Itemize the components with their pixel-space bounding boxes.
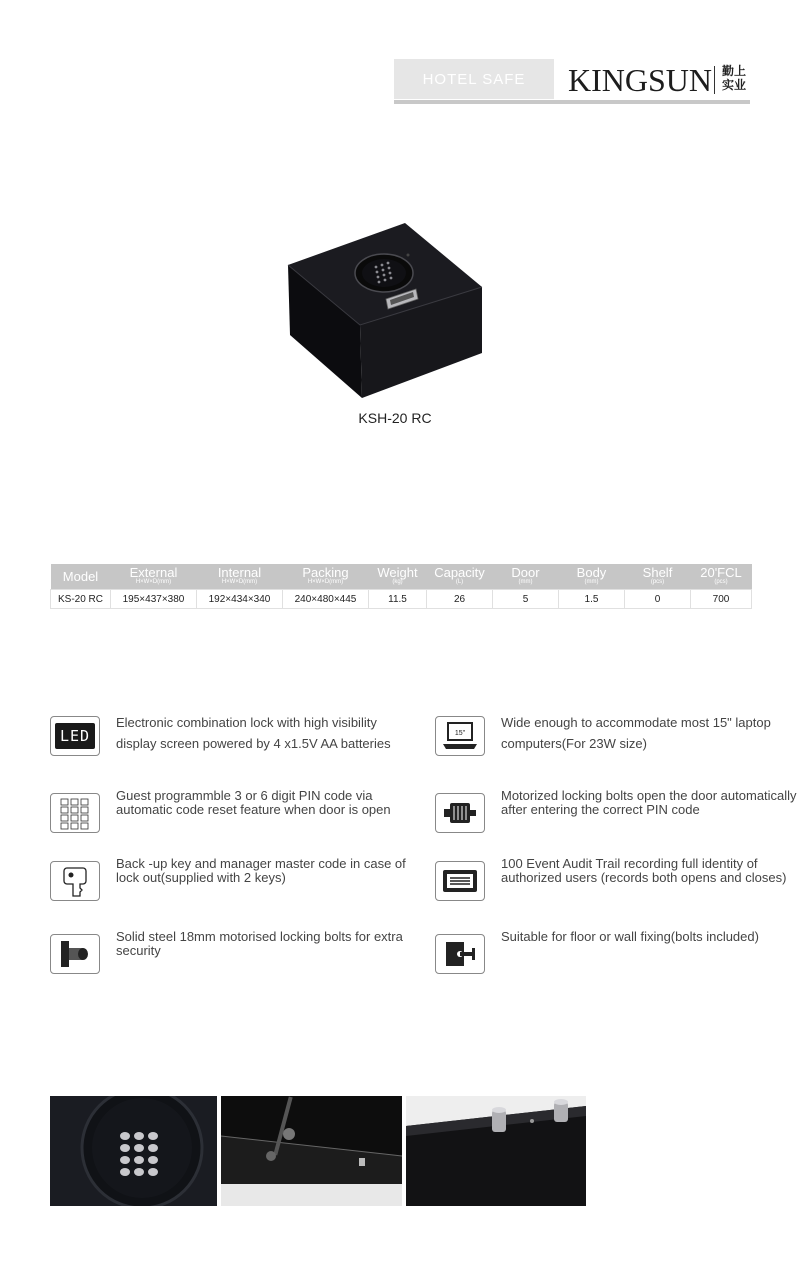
col-header-packing: Packing H×W×D(mm) [283, 564, 369, 590]
brand-logo: KINGSUN [568, 62, 712, 98]
feature-text: Guest programmble 3 or 6 digit PIN code via automatic code reset feature when door is open [116, 788, 391, 817]
feature-pin-code [50, 788, 391, 839]
bolt-icon [50, 934, 100, 974]
col-header-external: External H×W×D(mm) [111, 564, 197, 590]
feature-motorized-bolts [435, 788, 797, 839]
col-header-body: Body (mm) [559, 564, 625, 590]
spec-header-row [51, 564, 752, 590]
locking-bolts-photo [406, 1096, 586, 1206]
col-header-fcl: 20'FCL (pcs) [691, 564, 752, 590]
keypad-closeup-photo [50, 1096, 217, 1206]
feature-audit-trail [435, 856, 787, 907]
col-header-internal: Internal H×W×D(mm) [197, 564, 283, 590]
col-header-door: Door (mm) [493, 564, 559, 590]
table-cell: 26 [427, 590, 493, 609]
feature-laptop [435, 716, 775, 762]
brand-cn-line2: 实业 [722, 78, 747, 92]
feature-text: Electronic combination lock with high visibility display screen powered by 4 x1.5V AA batteries [116, 715, 391, 751]
table-cell: 1.5 [559, 590, 625, 609]
svg-text:15": 15" [454, 730, 466, 737]
category-tab: HOTEL SAFE [394, 59, 554, 99]
table-cell: 5 [493, 590, 559, 609]
product-image [280, 215, 490, 405]
col-header-weight: Weight (kg) [369, 564, 427, 590]
table-cell: 0 [625, 590, 691, 609]
brand-chinese-name [722, 64, 754, 92]
key-icon [50, 861, 100, 901]
header-divider [394, 100, 750, 104]
laptop-icon [435, 716, 485, 756]
hinge-interior-photo [221, 1096, 402, 1206]
led-display-icon: LED [50, 716, 100, 756]
col-header-capacity: Capacity (L) [427, 564, 493, 590]
feature-steel-bolts [50, 929, 403, 980]
feature-text: Motorized locking bolts open the door automatically after entering the correct PIN code [501, 788, 797, 817]
table-row [51, 590, 752, 609]
product-caption: KSH-20 RC [358, 410, 432, 426]
motor-icon [435, 793, 485, 833]
feature-text: Suitable for floor or wall fixing(bolts included) [501, 929, 759, 944]
feature-text: Solid steel 18mm motorised locking bolts for extra security [116, 929, 403, 958]
brand-cn-line1: 勤上 [722, 64, 747, 78]
table-cell: 192×434×340 [197, 590, 283, 609]
table-cell: 240×480×445 [283, 590, 369, 609]
feature-fixing [435, 929, 775, 980]
keypad-icon [50, 793, 100, 833]
col-header-shelf: Shelf (pcs) [625, 564, 691, 590]
col-header-model: Model [51, 564, 111, 590]
feature-led-display [50, 716, 390, 762]
feature-backup-key [50, 856, 406, 907]
feature-text: 100 Event Audit Trail recording full identity of authorized users (records both opens and closes) [501, 856, 787, 885]
table-cell: 700 [691, 590, 752, 609]
audit-screen-icon [435, 861, 485, 901]
spec-table [50, 564, 752, 609]
feature-text: Back -up key and manager master code in case of lock out(supplied with 2 keys) [116, 856, 406, 885]
feature-text: Wide enough to accommodate most 15" laptop computers(For 23W size) [501, 715, 771, 751]
table-cell: 195×437×380 [111, 590, 197, 609]
table-cell: 11.5 [369, 590, 427, 609]
brand-separator [714, 66, 715, 94]
fixing-bolt-icon [435, 934, 485, 974]
table-cell: KS-20 RC [51, 590, 111, 609]
